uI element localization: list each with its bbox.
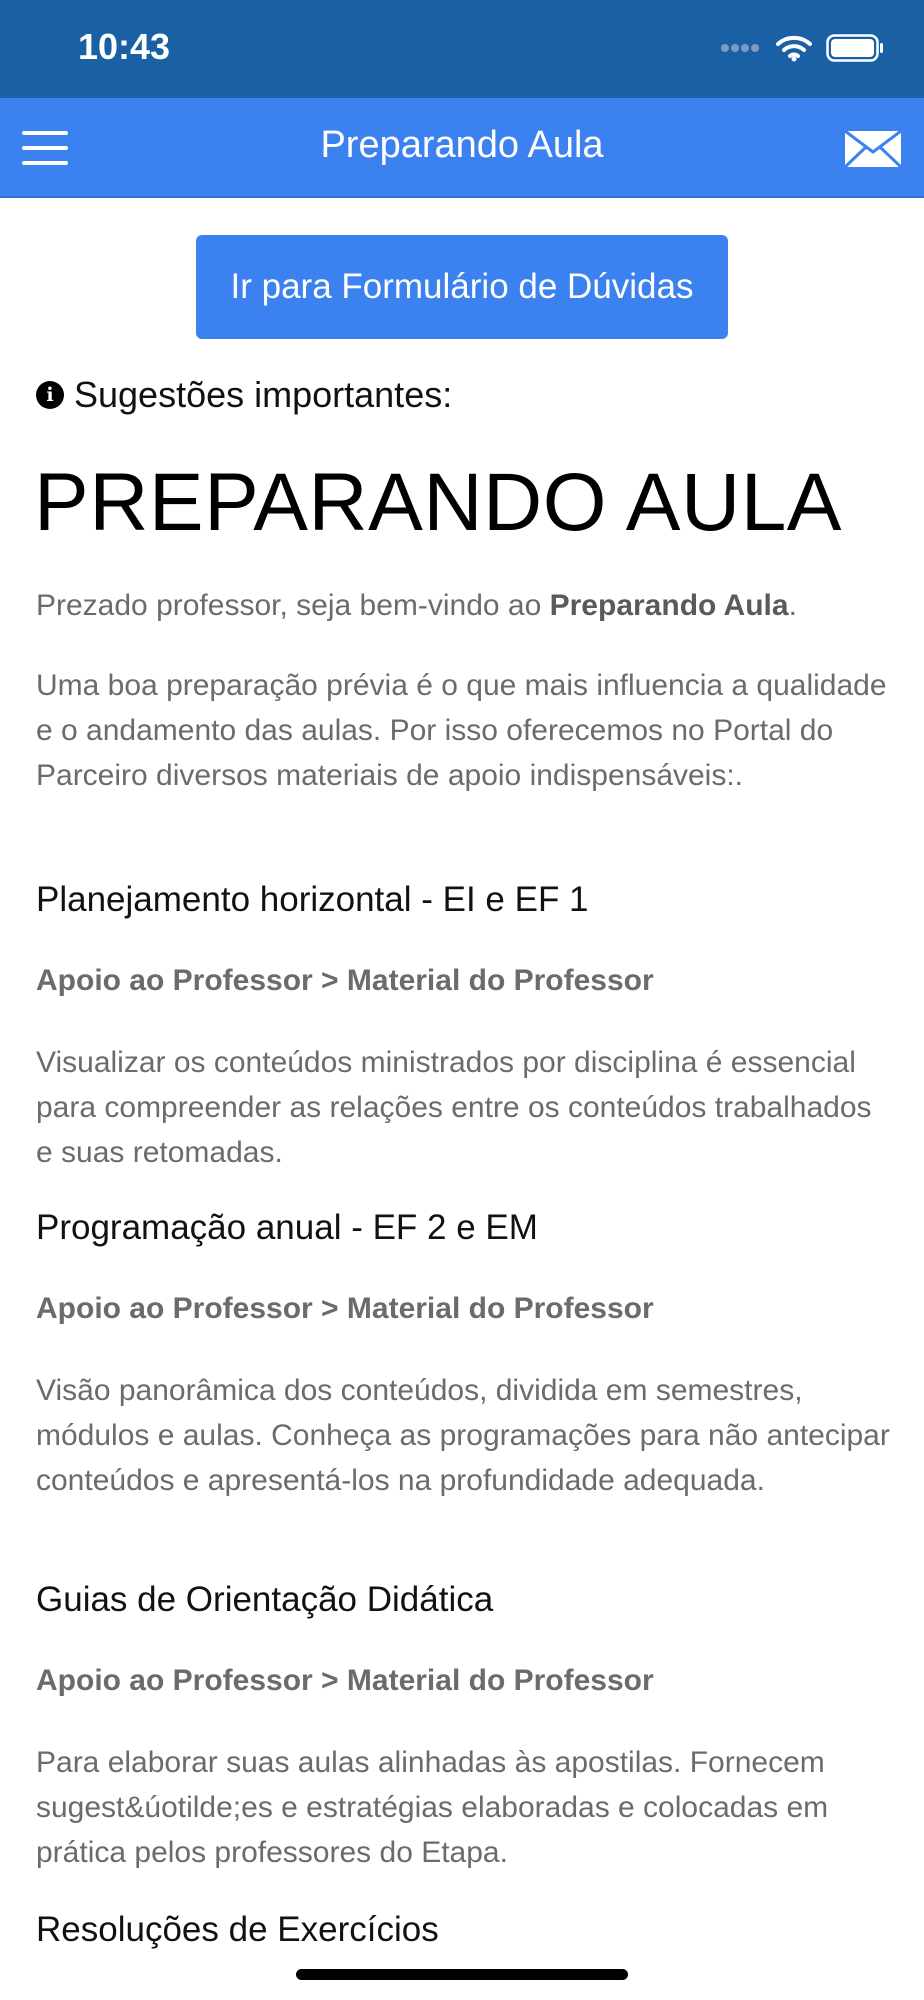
nav-title: Preparando Aula [320,124,604,166]
home-indicator [296,1969,628,1980]
battery-icon [826,34,884,62]
section-title: Resoluções de Exercícios [36,1910,439,1949]
envelope-icon[interactable] [844,130,902,173]
section-description: Visualizar os conteúdos ministrados por disciplina é essencial para compreender as relações entre os conteúdos trabalhados e suas retomadas. [36,1046,872,1169]
intro-prefix: Prezado professor, seja bem-vindo ao [36,589,550,622]
suggestions-label: Sugestões importantes: [74,374,453,415]
suggestions-row [36,374,452,416]
section-path: Apoio ao Professor > Material do Professor [36,1292,654,1325]
nav-bar [0,98,924,198]
intro-bold: Preparando Aula [549,589,789,622]
section-path: Apoio ao Professor > Material do Professor [36,1664,654,1697]
section-description: Para elaborar suas aulas alinhadas às apostilas. Fornecem sugest&úotilde;es e estratégias elaboradas e colocadas em prática pelos professores do Etapa. [36,1746,829,1869]
section-path: Apoio ao Professor > Material do Professor [36,964,654,997]
intro-body: Uma boa preparação prévia é o que mais influencia a qualidade e o andamento das aulas. Por isso oferecemos no Portal do Parceiro diversos materiais de apoio indispensáveis:. [36,669,887,792]
status-bar [0,0,924,98]
signal-icon [720,43,762,53]
intro-suffix: . [788,589,797,622]
page-heading: PREPARANDO AULA [34,457,843,548]
section-title: Guias de Orientação Didática [36,1580,494,1619]
doubts-form-button[interactable]: Ir para Formulário de Dúvidas [196,235,728,339]
section-description: Visão panorâmica dos conteúdos, dividida em semestres, módulos e aulas. Conheça as programações para não antecipar conteúdos e apresentá-los na profundidade adequada. [36,1374,890,1497]
info-icon: i [36,381,64,409]
content-scroll[interactable] [0,198,924,1949]
wifi-icon [776,34,812,62]
intro-paragraph [36,583,896,628]
status-icons [720,34,884,62]
section-title: Planejamento horizontal - EI e EF 1 [36,880,589,919]
section-title: Programação anual - EF 2 e EM [36,1208,538,1247]
status-time: 10:43 [78,26,171,67]
